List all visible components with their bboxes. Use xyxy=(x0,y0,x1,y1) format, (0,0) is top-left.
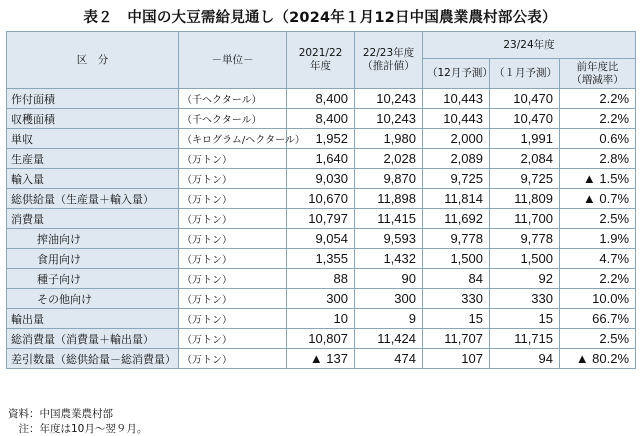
header-col1-text: 2021/22 年度 xyxy=(298,47,343,72)
header-col5 xyxy=(560,59,636,89)
header-group: 23/24年度 xyxy=(423,32,636,59)
row-value-23-24-dec: 11,692 xyxy=(423,209,490,229)
row-value-23-24-dec: 11,707 xyxy=(423,329,490,349)
table-row xyxy=(7,349,636,369)
row-value-22-23: 10,243 xyxy=(355,109,423,129)
row-value-22-23: 1,432 xyxy=(355,249,423,269)
header-col1 xyxy=(287,32,355,89)
table-row xyxy=(7,229,636,249)
row-value-yoy: 4.7% xyxy=(560,249,636,269)
row-item-label: 食用向け xyxy=(7,249,179,269)
row-value-23-24-jan: 15 xyxy=(490,309,560,329)
row-value-2021-22: 10,797 xyxy=(287,209,355,229)
row-value-2021-22: 8,400 xyxy=(287,109,355,129)
row-unit: （千ヘクタール） xyxy=(179,109,287,129)
row-value-23-24-dec: 10,443 xyxy=(423,89,490,109)
row-value-22-23: 11,898 xyxy=(355,189,423,209)
header-col2-text: 22/23年度 （推計値） xyxy=(362,47,415,72)
row-item-label: その他向け xyxy=(7,289,179,309)
row-value-23-24-dec: 2,000 xyxy=(423,129,490,149)
row-item-label: 消費量 xyxy=(7,209,179,229)
row-value-2021-22: 10 xyxy=(287,309,355,329)
table-row xyxy=(7,189,636,209)
row-value-23-24-dec: 15 xyxy=(423,309,490,329)
row-value-yoy: 2.2% xyxy=(560,269,636,289)
row-value-23-24-jan: 11,715 xyxy=(490,329,560,349)
row-value-yoy: 1.9% xyxy=(560,229,636,249)
row-value-2021-22: 8,400 xyxy=(287,89,355,109)
table-row xyxy=(7,269,636,289)
soybean-supply-demand-table xyxy=(6,31,636,369)
row-value-2021-22: 88 xyxy=(287,269,355,289)
row-item-label: 搾油向け xyxy=(7,229,179,249)
row-value-23-24-dec: 2,089 xyxy=(423,149,490,169)
row-value-yoy: 2.2% xyxy=(560,89,636,109)
row-value-23-24-dec: 9,725 xyxy=(423,169,490,189)
row-value-2021-22: 1,640 xyxy=(287,149,355,169)
table-row xyxy=(7,249,636,269)
row-unit: （万トン） xyxy=(179,269,287,289)
table-row xyxy=(7,149,636,169)
row-value-yoy: 2.5% xyxy=(560,209,636,229)
header-col5-text: 前年度比 （増減率） xyxy=(571,60,624,86)
row-value-22-23: 1,980 xyxy=(355,129,423,149)
row-value-22-23: 90 xyxy=(355,269,423,289)
table-row xyxy=(7,289,636,309)
row-value-22-23: 10,243 xyxy=(355,89,423,109)
row-value-yoy: 66.7% xyxy=(560,309,636,329)
row-value-yoy: 0.6% xyxy=(560,129,636,149)
row-value-23-24-jan: 10,470 xyxy=(490,109,560,129)
row-value-2021-22: 9,030 xyxy=(287,169,355,189)
row-value-23-24-jan: 330 xyxy=(490,289,560,309)
row-value-23-24-dec: 330 xyxy=(423,289,490,309)
row-item-label: 生産量 xyxy=(7,149,179,169)
row-value-22-23: 9 xyxy=(355,309,423,329)
row-unit: （キログラム/ヘクタール） xyxy=(179,129,287,149)
row-value-23-24-jan: 11,809 xyxy=(490,189,560,209)
row-value-yoy: 10.0% xyxy=(560,289,636,309)
row-value-22-23: 9,593 xyxy=(355,229,423,249)
row-item-label: 総消費量（消費量＋輸出量） xyxy=(7,329,179,349)
row-unit: （万トン） xyxy=(179,309,287,329)
row-unit: （万トン） xyxy=(179,169,287,189)
row-unit: （万トン） xyxy=(179,149,287,169)
footnote: 注：年度は10月～翌９月。 xyxy=(8,423,148,435)
table-row xyxy=(7,169,636,189)
row-value-23-24-jan: 1,991 xyxy=(490,129,560,149)
row-value-2021-22: 300 xyxy=(287,289,355,309)
row-value-22-23: 2,028 xyxy=(355,149,423,169)
row-value-23-24-jan: 1,500 xyxy=(490,249,560,269)
row-value-23-24-dec: 9,778 xyxy=(423,229,490,249)
row-item-label: 種子向け xyxy=(7,269,179,289)
row-value-23-24-dec: 1,500 xyxy=(423,249,490,269)
row-value-22-23: 11,415 xyxy=(355,209,423,229)
row-unit: （万トン） xyxy=(179,349,287,369)
header-unit: －単位－ xyxy=(179,32,287,89)
row-value-2021-22: 10,670 xyxy=(287,189,355,209)
row-item-label: 差引数量（総供給量－総消費量） xyxy=(7,349,179,369)
row-value-22-23: 11,424 xyxy=(355,329,423,349)
source-note: 資料：中国農業農村部 xyxy=(8,408,113,420)
row-unit: （万トン） xyxy=(179,249,287,269)
row-value-23-24-jan: 2,084 xyxy=(490,149,560,169)
row-value-23-24-dec: 84 xyxy=(423,269,490,289)
header-col4: （１月予測） xyxy=(490,59,560,89)
row-value-yoy: ▲ 1.5% xyxy=(560,169,636,189)
row-value-23-24-jan: 10,470 xyxy=(490,89,560,109)
row-value-yoy: 2.2% xyxy=(560,109,636,129)
row-value-23-24-jan: 9,778 xyxy=(490,229,560,249)
table-row xyxy=(7,109,636,129)
row-unit: （万トン） xyxy=(179,329,287,349)
row-value-yoy: 2.8% xyxy=(560,149,636,169)
row-value-2021-22: 9,054 xyxy=(287,229,355,249)
header-col3: （12月予測） xyxy=(423,59,490,89)
row-value-2021-22: 1,952 xyxy=(287,129,355,149)
row-unit: （万トン） xyxy=(179,209,287,229)
row-value-yoy: 2.5% xyxy=(560,329,636,349)
row-item-label: 収穫面積 xyxy=(7,109,179,129)
row-item-label: 作付面積 xyxy=(7,89,179,109)
row-value-23-24-jan: 9,725 xyxy=(490,169,560,189)
row-item-label: 単収 xyxy=(7,129,179,149)
row-unit: （万トン） xyxy=(179,189,287,209)
row-value-23-24-jan: 92 xyxy=(490,269,560,289)
row-value-23-24-jan: 11,700 xyxy=(490,209,560,229)
row-value-2021-22: ▲ 137 xyxy=(287,349,355,369)
row-value-2021-22: 10,807 xyxy=(287,329,355,349)
table-row xyxy=(7,209,636,229)
row-value-22-23: 474 xyxy=(355,349,423,369)
row-value-23-24-dec: 11,814 xyxy=(423,189,490,209)
page-title: 表２ 中国の大豆需給見通し（2024年１月12日中国農業農村部公表） xyxy=(83,10,557,26)
row-unit: （万トン） xyxy=(179,229,287,249)
row-value-22-23: 9,870 xyxy=(355,169,423,189)
row-item-label: 輸出量 xyxy=(7,309,179,329)
table-row xyxy=(7,89,636,109)
row-item-label: 輸入量 xyxy=(7,169,179,189)
header-col2 xyxy=(355,32,423,89)
row-unit: （千ヘクタール） xyxy=(179,89,287,109)
row-value-yoy: ▲ 80.2% xyxy=(560,349,636,369)
row-value-23-24-dec: 10,443 xyxy=(423,109,490,129)
row-value-2021-22: 1,355 xyxy=(287,249,355,269)
table-row xyxy=(7,329,636,349)
table-row xyxy=(7,309,636,329)
row-value-22-23: 300 xyxy=(355,289,423,309)
row-value-yoy: ▲ 0.7% xyxy=(560,189,636,209)
table-row xyxy=(7,129,636,149)
row-value-23-24-jan: 94 xyxy=(490,349,560,369)
row-value-23-24-dec: 107 xyxy=(423,349,490,369)
row-item-label: 総供給量（生産量＋輸入量） xyxy=(7,189,179,209)
row-unit: （万トン） xyxy=(179,289,287,309)
header-item: 区 分 xyxy=(7,32,179,89)
